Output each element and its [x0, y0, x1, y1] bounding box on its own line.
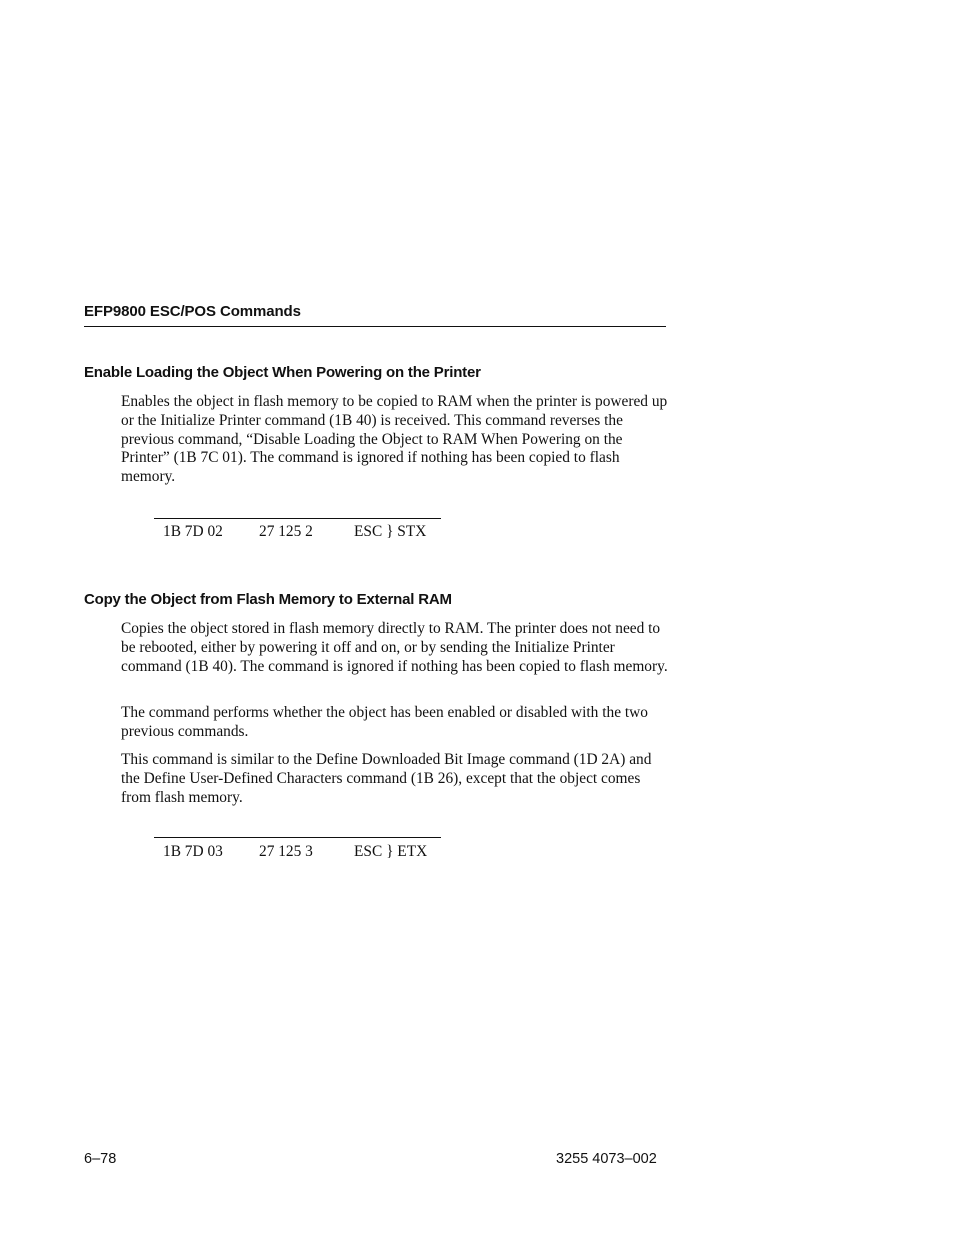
- code-decimal: 27 125 3: [259, 843, 313, 860]
- code-decimal: 27 125 2: [259, 523, 313, 540]
- section-2-paragraph-3: This command is similar to the Define Downloaded Bit Image command (1D 2A) and the Define User-Defined Characters command (1B 26), except that the object comes from flash memory.: [121, 751, 652, 806]
- code-table-row: [154, 522, 441, 542]
- code-hex: 1B 7D 02: [163, 523, 223, 540]
- document-number: 3255 4073–002: [556, 1151, 657, 1167]
- code-hex: 1B 7D 03: [163, 843, 223, 860]
- section-heading-copy-object: Copy the Object from Flash Memory to External RAM: [84, 591, 452, 608]
- section-2-paragraph-1: Copies the object stored in flash memory directly to RAM. The printer does not need to be rebooted, either by powering it off and on, or by sending the Initialize Printer command (1B 40). The command is ignored if nothing has been copied to flash memory.: [121, 620, 668, 675]
- code-ascii: ESC } ETX: [354, 843, 428, 860]
- header-rule: [84, 326, 666, 327]
- section-2-paragraph-2: The command performs whether the object has been enabled or disabled with the two previous commands.: [121, 704, 648, 740]
- code-table-rule: [154, 837, 441, 838]
- code-table-rule: [154, 518, 441, 519]
- page-number: 6–78: [84, 1151, 117, 1167]
- section-1-paragraph-1: Enables the object in flash memory to be copied to RAM when the printer is powered up or the Initialize Printer command (1B 40) is received. This command reverses the previous command, “Disable Loading the Object to RAM When Powering on the Printer” (1B 7C 01). The command is ignored if nothing has been copied to flash memory.: [121, 393, 668, 486]
- section-heading-enable-loading: Enable Loading the Object When Powering on the Printer: [84, 364, 481, 381]
- running-header: EFP9800 ESC/POS Commands: [84, 303, 301, 320]
- code-table-row: [154, 842, 441, 862]
- code-ascii: ESC } STX: [354, 523, 427, 540]
